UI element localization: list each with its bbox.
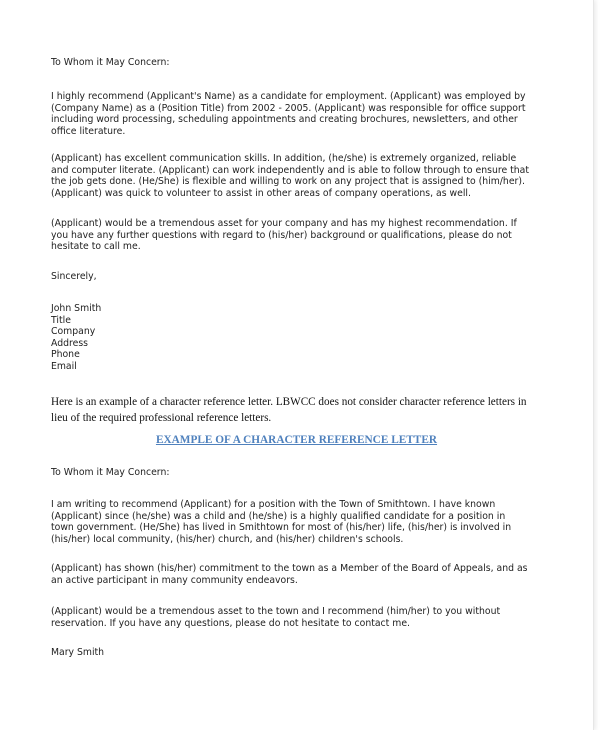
signature-company: Company <box>51 326 96 337</box>
line: (Applicant) since (he/she) was a child and (he/she) is a highly qualified candidate for a position in <box>51 510 506 522</box>
closing <box>51 271 97 283</box>
signature-address: Address <box>51 337 89 349</box>
line: an active participant in many community endeavors. <box>51 574 298 586</box>
signature-email: Email <box>51 360 77 372</box>
line: the job gets done. (He/She) is flexible and willing to work on any project that is assigned to (him/her). <box>51 176 525 187</box>
paragraph-5 <box>51 563 528 586</box>
signature-name: John Smith <box>51 303 102 314</box>
salutation-2 <box>51 467 169 479</box>
line: town government. (He/She) has lived in Smithtown for most of (his/her) life, (his/her) is involved in <box>51 522 512 533</box>
line: you have any further questions with regard to (his/her) background or qualifications, please do not <box>51 229 512 241</box>
salutation-text: To Whom it May Concern: <box>51 57 170 68</box>
signature-name: Mary Smith <box>51 647 105 658</box>
line: (Applicant) would be a tremendous asset for your company and has my highest recommendation. If <box>51 218 517 229</box>
line: (Applicant) has shown (his/her) commitment to the town as a Member of the Board of Appeals, and as <box>51 563 528 574</box>
signature-block <box>51 303 101 372</box>
line: (Applicant) would be a tremendous asset to the town and I recommend (him/her) to you without <box>51 606 501 617</box>
paragraph-6 <box>51 606 500 629</box>
line: lieu of the required professional reference letters. <box>51 412 272 424</box>
line: I am writing to recommend (Applicant) for a position with the Town of Smithtown. I have known <box>51 499 496 510</box>
section-heading-text: EXAMPLE OF A CHARACTER REFERENCE LETTER <box>155 434 438 446</box>
paragraph-2 <box>51 153 529 199</box>
closing-text: Sincerely, <box>51 271 97 282</box>
line: and computer literate. (Applicant) can work independently and is able to follow through to ensure that <box>51 164 530 176</box>
line: (Applicant) was quick to volunteer to assist in other areas of company operations, as well. <box>51 187 471 199</box>
section-heading <box>0 434 593 446</box>
line: (Applicant) has excellent communication skills. In addition, (he/she) is extremely organized, reliable <box>51 153 517 164</box>
line: I highly recommend (Applicant's Name) as a candidate for employment. (Applicant) was employed by <box>51 91 526 102</box>
note <box>51 394 527 426</box>
line: (his/her) local community, (his/her) church, and (his/her) children's schools. <box>51 533 404 545</box>
paragraph-4 <box>51 499 511 545</box>
line: office literature. <box>51 125 126 137</box>
line: reservation. If you have any questions, please do not hesitate to contact me. <box>51 617 410 629</box>
paragraph-3 <box>51 218 517 253</box>
salutation-text: To Whom it May Concern: <box>51 467 170 478</box>
salutation <box>51 57 169 69</box>
paragraph-1 <box>51 91 525 137</box>
signature-title: Title <box>51 314 71 326</box>
line: hesitate to call me. <box>51 241 141 252</box>
signature-2 <box>51 647 104 659</box>
line: (Company Name) as a (Position Title) from 2002 - 2005. (Applicant) was responsible for office support <box>51 102 526 114</box>
line: Here is an example of a character reference letter. LBWCC does not consider character reference letters in <box>51 396 527 408</box>
line: including word processing, scheduling appointments and creating brochures, newsletters, and other <box>51 114 518 125</box>
signature-phone: Phone <box>51 349 80 360</box>
